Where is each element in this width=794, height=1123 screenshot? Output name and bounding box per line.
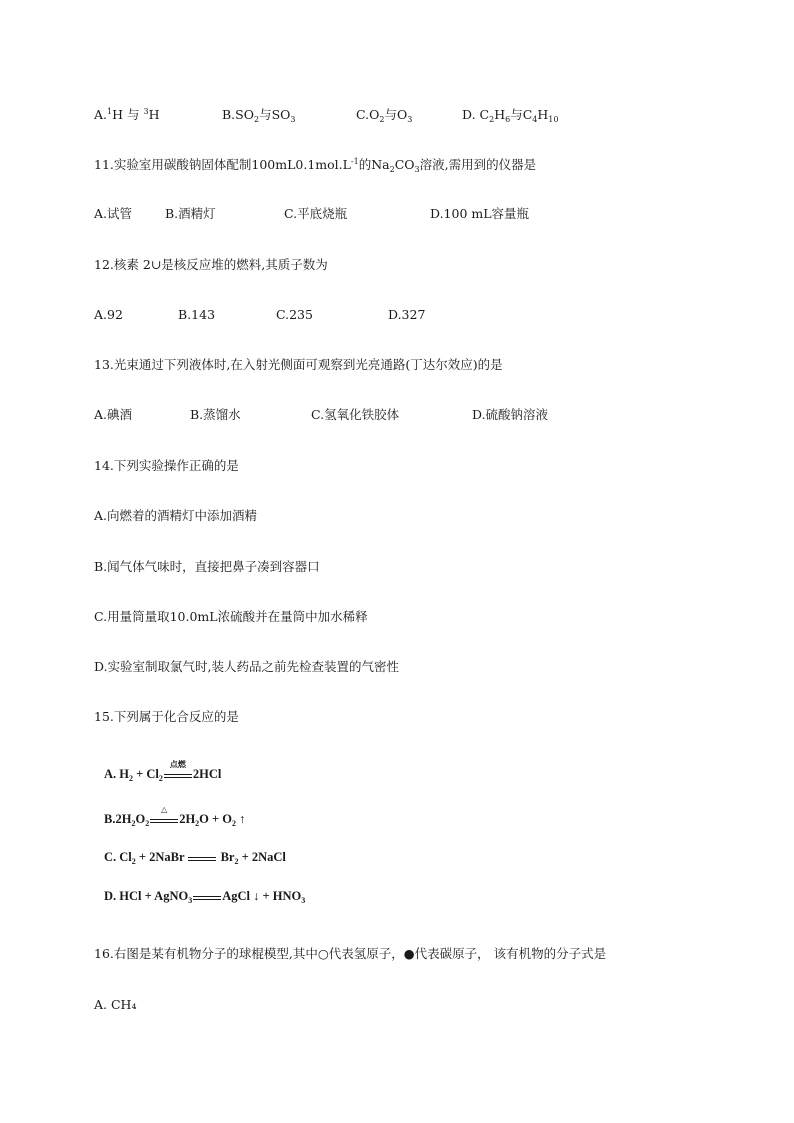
q11-option-b: B.酒精灯 [165, 206, 216, 221]
eq-b-condition [150, 805, 178, 827]
q13-stem: 13.光束通过下列液体时,在入射光侧面可观察到光亮通路(丁达尔效应)的是 [94, 357, 503, 372]
q12-option-b: B.143 [178, 307, 216, 322]
q13-option-a: A.碘酒 [94, 407, 133, 422]
q11-option-d: D.100 mL容量瓶 [430, 206, 530, 221]
q15-equation-a: A. $H_2 + Cl_2$ 点燃 2HCl [104, 760, 222, 783]
q15-equation-d: D. HCl + AgNO$_3$ AgCl ↓ + $HNO_3$ [104, 889, 306, 905]
q16-stem: 16.右图是某有机物分子的球棍模型,其中○代表氢原子，●代表碳原子， 该有机物的分子式是 [94, 946, 607, 961]
eq-b-label: B. [104, 812, 116, 826]
q11-option-a: A.试管 [94, 206, 133, 221]
eq-c-equals [188, 849, 216, 865]
q13-option-b: B.蒸馏水 [190, 407, 241, 422]
q14-stem: 14.下列实验操作正确的是 [94, 458, 239, 473]
gas-arrow-up-icon: ↑ [239, 812, 246, 826]
q15-stem: 15.下列属于化合反应的是 [94, 709, 239, 724]
q14-option-a: A.向燃着的酒精灯中添加酒精 [94, 508, 258, 523]
eq-b-condition-label: △ [161, 805, 168, 814]
q13-option-c: C.氢氧化铁胶体 [311, 407, 400, 422]
q12-option-d: D.327 [388, 307, 426, 322]
eq-a-label: A. [104, 767, 117, 781]
q13-option-d: D.硫酸钠溶液 [472, 407, 549, 422]
q14-option-c: C.用量筒量取10.0mL浓硫酸并在量筒中加水稀释 [94, 609, 368, 624]
q10-option-d: D. $C_2H_6$与$C_4H_{10}$ [462, 107, 559, 124]
eq-a-condition [164, 760, 192, 782]
q11-stem: 11.实验室用碳酸钠固体配制$100mL0.1mol.L^{-1}$的$Na_2CO_3$溶液,需用到的仪器是 [94, 157, 537, 174]
q10-option-c: $C.O_2$与$O_3$ [356, 107, 413, 124]
eq-c-label: C. [104, 850, 117, 864]
eq-a-condition-label: 点燃 [169, 760, 186, 769]
q12-option-c: C.235 [276, 307, 313, 322]
q11-option-c: C.平底烧瓶 [284, 206, 348, 221]
q12-stem: 12.核素 2∪是核反应堆的燃料,其质子数为 [94, 257, 328, 272]
q15-equation-c: C. $Cl_2$ + 2NaBr $Br_2$ + 2NaCl [104, 850, 286, 866]
q16-option-a: A. CH₄ [94, 997, 137, 1012]
q14-option-b: B.闻气体气味时，直接把鼻子凑到容器口 [94, 559, 320, 574]
eq-d-label: D. [104, 889, 117, 903]
q10-option-b: $B.SO_2$与$SO_3$ [222, 107, 296, 124]
q10-option-a: A.$^1$H 与 $^3$H [94, 107, 160, 122]
q15-equation-b: $B.2H_2O_2$ △ $2H_2O + O_2$ ↑ [104, 805, 246, 828]
q12-option-a: A.92 [94, 307, 123, 322]
precipitate-arrow-down-icon: ↓ [253, 889, 260, 903]
eq-d-equals [193, 888, 221, 904]
q14-option-d: D.实验室制取氯气时,装人药品之前先检查装置的气密性 [94, 659, 400, 674]
